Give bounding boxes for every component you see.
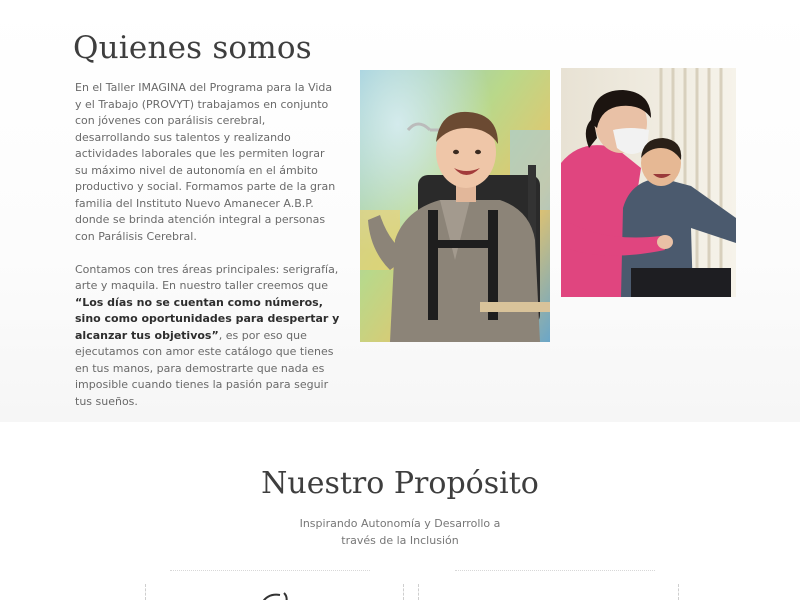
about-paragraph-2-rest: , es por eso que ejecutamos con amor este catálogo que tienes en tus manos, para demostrarte que nada es imposible cuando tienes la pasión para seguir tus sueños. bbox=[75, 328, 334, 408]
about-paragraph-2-intro: Contamos con tres áreas principales: serigrafía, arte y maquila. En nuestro taller creemos que bbox=[75, 262, 339, 292]
faded-text-line bbox=[455, 570, 655, 571]
purpose-subtitle: Inspirando Autonomía y Desarrollo a través de la Inclusión bbox=[299, 517, 501, 547]
column-divider bbox=[145, 584, 146, 600]
hand-icon bbox=[258, 588, 294, 600]
column-divider bbox=[403, 584, 404, 600]
about-title: Quienes somos bbox=[73, 30, 312, 66]
about-text bbox=[75, 80, 340, 427]
photo-boy-wheelchair bbox=[360, 70, 550, 342]
circle-icon bbox=[530, 592, 570, 600]
about-paragraph-2 bbox=[75, 262, 340, 411]
about-quote: “Los días no se cuentan como números, sino como oportunidades para despertar y alcanzar tus objetivos” bbox=[75, 295, 340, 342]
column-divider bbox=[418, 584, 419, 600]
faded-text-line bbox=[170, 570, 370, 571]
purpose-title: Nuestro Propósito bbox=[261, 466, 539, 501]
photo-nurse-child bbox=[561, 68, 736, 297]
column-divider bbox=[678, 584, 679, 600]
about-paragraph-1: En el Taller IMAGINA del Programa para la Vida y el Trabajo (PROVYT) trabajamos en conjunto con jóvenes con parálisis cerebral, desarrollando sus talentos y realizando actividades laborales que les permiten lograr su máximo nivel de autonomía en el ámbito productivo y social. Formamos parte de la gran familia del Instituto Nuevo Amanecer A.B.P. donde se brinda atención integral a personas con Parálisis Cerebral. bbox=[75, 81, 336, 243]
purpose-section bbox=[0, 422, 800, 600]
